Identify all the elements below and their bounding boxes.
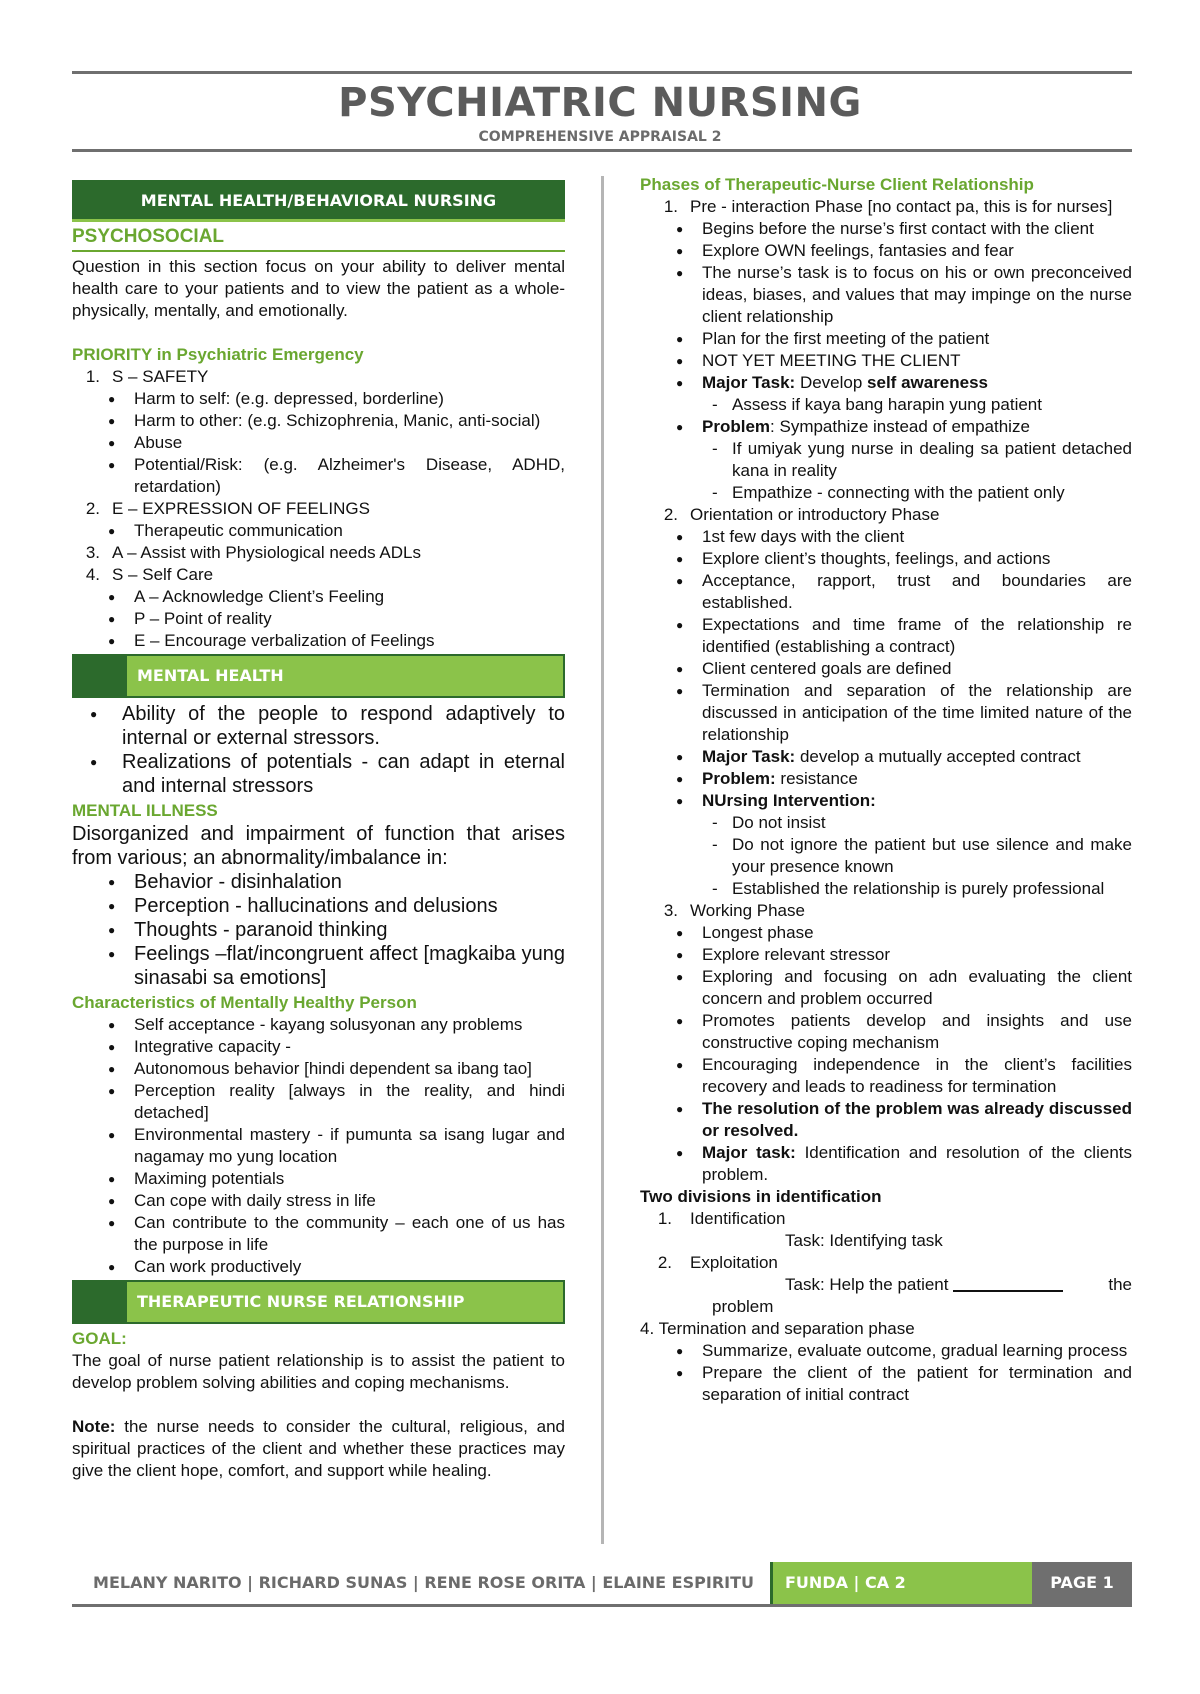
bullet-icon: ●	[676, 948, 684, 962]
list-item	[668, 966, 1132, 1010]
list-item	[72, 1256, 565, 1278]
bullet-icon: ●	[676, 970, 684, 984]
list-item-text: Autonomous behavior [hindi dependent sa ibang tao]	[134, 1059, 532, 1078]
bullet-icon: ●	[90, 755, 98, 769]
bullet-icon: ●	[108, 947, 116, 961]
list-item-text: Do not ignore the patient but use silence and make your presence known	[732, 835, 1132, 876]
priority-item	[72, 564, 565, 586]
header-accent-square	[74, 656, 127, 696]
list-item	[100, 454, 565, 498]
list-item-text: Maximing potentials	[134, 1169, 285, 1188]
section-header-mental-health	[72, 654, 565, 698]
list-item-text: NOT YET MEETING THE CLIENT	[702, 351, 961, 370]
bullet-icon: ●	[676, 1344, 684, 1358]
page-subtitle: COMPREHENSIVE APPRAISAL 2	[478, 129, 722, 145]
phase-3-major-task: ● Major task: Identification and resolution of the clients problem.	[676, 1143, 1132, 1184]
list-item-text: Explore client’s thoughts, feelings, and actions	[702, 549, 1051, 568]
bullet-icon: ●	[676, 530, 684, 544]
note-label: Note:	[72, 1417, 116, 1436]
bullet-icon: ●	[108, 1128, 116, 1142]
list-item	[72, 1080, 565, 1124]
list-item	[72, 942, 565, 990]
list-item-text: Explore OWN feelings, fantasies and fear	[702, 241, 1014, 260]
list-item-text: A – Acknowledge Client’s Feeling	[134, 587, 385, 606]
list-item-text: Ability of the people to respond adaptively to internal or external stressors.	[122, 703, 565, 749]
bullet-icon: ●	[108, 1084, 116, 1098]
list-item-text: Established the relationship is purely professional	[732, 879, 1105, 898]
bullet-icon: ●	[108, 1062, 116, 1076]
bullet-icon: ●	[90, 707, 98, 721]
list-item	[72, 870, 565, 894]
list-item	[668, 1340, 1132, 1362]
list-item	[668, 680, 1132, 746]
bullet-icon: ●	[108, 436, 116, 450]
list-item-text: E – Encourage verbalization of Feelings	[134, 631, 435, 650]
phase-1-bullets	[640, 218, 1132, 372]
list-item-text: If umiyak yung nurse in dealing sa patient detached kana in reality	[732, 439, 1132, 480]
list-item-text: Client centered goals are defined	[702, 659, 952, 678]
bullet-icon: ●	[676, 1058, 684, 1072]
phase-2-problem: ● Problem: resistance	[676, 769, 858, 788]
division-2-task-cont: problem	[712, 1297, 774, 1316]
phase-2-major-task: ● Major Task: develop a mutually accepted contract	[676, 747, 1081, 766]
bullet-icon: ●	[676, 332, 684, 346]
header-top-rule	[72, 71, 1132, 74]
list-item	[668, 658, 1132, 680]
list-item	[668, 1362, 1132, 1406]
bullet-icon: ●	[108, 634, 116, 648]
list-item-text: Thoughts - paranoid thinking	[134, 919, 388, 941]
list-item	[668, 570, 1132, 614]
list-item	[72, 1058, 565, 1080]
priority-item	[72, 498, 565, 520]
list-item-text: Harm to other: (e.g. Schizophrenia, Manic, anti-social)	[134, 411, 541, 430]
section-header-therapeutic-nurse-relationship	[72, 1280, 565, 1324]
list-item-text: Can cope with daily stress in life	[134, 1191, 376, 1210]
bullet-icon: ●	[108, 875, 116, 889]
list-item	[72, 702, 565, 750]
list-item-text: Potential/Risk: (e.g. Alzheimer's Disease, ADHD, retardation)	[134, 455, 565, 496]
list-item	[72, 1190, 565, 1212]
list-item	[100, 410, 565, 432]
list-item	[100, 388, 565, 410]
header-bottom-rule	[72, 149, 1132, 152]
mental-illness-text: Disorganized and impairment of function that arises from various; an abnormality/imbalance in:	[72, 823, 565, 869]
list-item	[100, 608, 565, 630]
list-item-text: Expectations and time frame of the relationship re identified (establishing a contract)	[702, 615, 1132, 656]
bullet-icon: ●	[676, 244, 684, 258]
list-item-text: Therapeutic communication	[134, 521, 343, 540]
list-item	[668, 922, 1132, 944]
footer-rule	[72, 1604, 1132, 1607]
priority-number: 3.	[85, 543, 100, 562]
phase-1-problem-sub	[640, 438, 1132, 504]
priority-sub-list	[72, 520, 565, 542]
list-item	[668, 328, 1132, 350]
list-item-text: Prepare the client of the patient for termination and separation of initial contract	[702, 1363, 1132, 1404]
division-1-task: Task: Identifying task	[785, 1231, 943, 1250]
bullet-icon: ●	[108, 1040, 116, 1054]
list-item-text: Can work productively	[134, 1257, 302, 1276]
bullet-icon: ●	[676, 684, 684, 698]
mental-illness-heading: MENTAL ILLNESS	[72, 801, 218, 820]
phase-3-bullets	[640, 922, 1132, 1098]
left-column	[72, 180, 565, 1482]
bullet-icon: ●	[108, 590, 116, 604]
list-item-text: Behavior - disinhalation	[134, 871, 342, 893]
list-item-text: Empathize - connecting with the patient only	[732, 483, 1065, 502]
list-item	[72, 1036, 565, 1058]
list-item-text: Explore relevant stressor	[702, 945, 891, 964]
list-item-text: Can contribute to the community – each one of us has the purpose in life	[134, 1213, 565, 1254]
list-item	[668, 526, 1132, 548]
priority-item	[72, 542, 565, 564]
list-item	[100, 432, 565, 454]
list-item-text: Perception - hallucinations and delusions	[134, 895, 498, 917]
list-item-text: Acceptance, rapport, trust and boundaries are established.	[702, 571, 1132, 612]
list-item	[668, 262, 1132, 328]
priority-item	[72, 366, 565, 388]
list-item	[72, 1168, 565, 1190]
bullet-icon: ●	[108, 392, 116, 406]
phase-1-major-task: ● Major Task: Develop self awareness	[676, 373, 989, 392]
fill-in-blank	[953, 1274, 1063, 1292]
list-item-text: Do not insist	[732, 813, 826, 832]
list-item-text: Realizations of potentials - can adapt in eternal and internal stressors	[122, 751, 565, 797]
phase-2-intervention: ● NUrsing Intervention:	[676, 791, 876, 810]
section-header-mental-health-behavioral: MENTAL HEALTH/BEHAVIORAL NURSING	[72, 180, 565, 222]
list-item	[668, 240, 1132, 262]
list-item-text: The nurse’s task is to focus on his or own preconceived ideas, biases, and values that may impinge on the nurse client relationship	[702, 263, 1132, 326]
list-item	[100, 630, 565, 652]
priority-text: S – SAFETY	[112, 367, 209, 386]
phase-4-bullets	[640, 1340, 1132, 1406]
bullet-icon: ●	[108, 458, 116, 472]
footer-authors: MELANY NARITO | RICHARD SUNAS | RENE ROSE ORITA | ELAINE ESPIRITU	[93, 1573, 754, 1592]
bullet-icon: ●	[108, 414, 116, 428]
bullet-icon: ●	[676, 1366, 684, 1380]
list-item-text: Longest phase	[702, 923, 814, 942]
note-text: the nurse needs to consider the cultural, religious, and spiritual practices of the client and whether these practices may give the client hope, comfort, and support while healing.	[72, 1417, 565, 1480]
list-item	[668, 548, 1132, 570]
header-accent-square	[74, 1282, 127, 1322]
bullet-icon: ●	[108, 1260, 116, 1274]
header-label: THERAPEUTIC NURSE RELATIONSHIP	[127, 1282, 563, 1322]
bullet-icon: ●	[676, 926, 684, 940]
list-item	[72, 1014, 565, 1036]
bullet-icon: ●	[676, 662, 684, 676]
bullet-icon: ●	[676, 618, 684, 632]
list-item-text: Integrative capacity -	[134, 1037, 291, 1056]
goal-heading: GOAL:	[72, 1329, 127, 1348]
list-item-text: Feelings –flat/incongruent affect [magkaiba yung sinasabi sa emotions]	[134, 943, 565, 989]
priority-list	[72, 366, 565, 652]
list-item-text: Plan for the first meeting of the patient	[702, 329, 990, 348]
list-item	[100, 520, 565, 542]
dash-icon: -	[712, 813, 718, 832]
phase-4: 4. Termination and separation phase	[640, 1319, 915, 1338]
list-item-text: 1st few days with the client	[702, 527, 905, 546]
bullet-icon: ●	[676, 266, 684, 280]
bullet-icon: ●	[676, 574, 684, 588]
priority-sub-list	[72, 586, 565, 652]
mental-health-bullets	[72, 702, 565, 798]
list-item-text: Assess if kaya bang harapin yung patient	[732, 395, 1042, 414]
right-column	[640, 174, 1132, 1406]
bullet-icon: ●	[676, 354, 684, 368]
list-item	[72, 750, 565, 798]
list-item	[668, 218, 1132, 240]
list-item-text: Abuse	[134, 433, 183, 452]
bullet-icon: ●	[108, 612, 116, 626]
bullet-icon: ●	[108, 1216, 116, 1230]
priority-text: A – Assist with Physiological needs ADLs	[112, 543, 421, 562]
list-item-text: Summarize, evaluate outcome, gradual learning process	[702, 1341, 1128, 1360]
goal-text: The goal of nurse patient relationship is to assist the patient to develop problem solving abilities and coping mechanisms.	[72, 1351, 565, 1392]
bullet-icon: ●	[108, 923, 116, 937]
list-item	[702, 482, 1132, 504]
list-item-text: Self acceptance - kayang solusyonan any problems	[134, 1015, 523, 1034]
list-item	[668, 944, 1132, 966]
phases-heading: Phases of Therapeutic-Nurse Client Relationship	[640, 175, 1034, 194]
characteristics-list	[72, 1014, 565, 1278]
psychosocial-heading: PSYCHOSOCIAL	[72, 226, 565, 252]
list-item	[702, 438, 1132, 482]
phase-1-problem: ● Problem: Sympathize instead of empathize	[676, 417, 1030, 436]
priority-heading: PRIORITY in Psychiatric Emergency	[72, 345, 364, 364]
list-item	[72, 1212, 565, 1256]
list-item	[668, 1010, 1132, 1054]
footer-page-number: PAGE 1	[1032, 1562, 1132, 1604]
list-item-text: Begins before the nurse’s first contact with the client	[702, 219, 1094, 238]
division-1: 1. Identification	[657, 1209, 786, 1228]
division-2-task: Task: Help the patient the	[785, 1275, 1132, 1294]
dash-icon: -	[712, 439, 718, 458]
priority-number: 2.	[85, 499, 100, 518]
characteristics-heading: Characteristics of Mentally Healthy Person	[72, 993, 417, 1012]
phase-2-bullets	[640, 526, 1132, 746]
list-item	[668, 350, 1132, 372]
page-title: PSYCHIATRIC NURSING	[338, 80, 862, 126]
dash-icon: -	[712, 483, 718, 502]
list-item	[702, 834, 1132, 878]
list-item	[72, 894, 565, 918]
bullet-icon: ●	[108, 899, 116, 913]
list-item-text: Promotes patients develop and insights and use constructive coping mechanism	[702, 1011, 1132, 1052]
bullet-icon: ●	[676, 552, 684, 566]
phase-3-resolution: ● The resolution of the problem was already discussed or resolved.	[676, 1099, 1132, 1140]
priority-number: 1.	[85, 367, 100, 386]
list-item	[702, 812, 1132, 834]
psychosocial-text: Question in this section focus on your ability to deliver mental health care to your patients and to view the patient as a whole- physically, mentally, and emotionally.	[72, 257, 565, 320]
bullet-icon: ●	[676, 1014, 684, 1028]
bullet-icon: ●	[108, 1194, 116, 1208]
phase-2-intervention-sub	[640, 812, 1132, 900]
list-item-text: Perception reality [always in the reality, and hindi detached]	[134, 1081, 565, 1122]
dash-icon: -	[712, 395, 718, 414]
list-item-text: Environmental mastery - if pumunta sa isang lugar and nagamay mo yung location	[134, 1125, 565, 1166]
list-item	[72, 1124, 565, 1168]
note-paragraph	[72, 1416, 565, 1482]
mental-illness-bullets	[72, 870, 565, 990]
two-divisions-heading: Two divisions in identification	[640, 1187, 882, 1206]
priority-text: S – Self Care	[112, 565, 214, 584]
priority-sub-list	[72, 388, 565, 498]
list-item-text: Exploring and focusing on adn evaluating the client concern and problem occurred	[702, 967, 1132, 1008]
priority-number: 4.	[85, 565, 100, 584]
dash-icon: -	[712, 835, 718, 854]
bullet-icon: ●	[108, 524, 116, 538]
phase-2: 2. Orientation or introductory Phase	[663, 505, 940, 524]
dash-icon: -	[712, 879, 718, 898]
list-item-text: Termination and separation of the relationship are discussed in anticipation of the time limited nature of the relationship	[702, 681, 1132, 744]
bullet-icon: ●	[108, 1018, 116, 1032]
list-item-text: P – Point of reality	[134, 609, 272, 628]
priority-text: E – EXPRESSION OF FEELINGS	[112, 499, 370, 518]
bullet-icon: ●	[108, 1172, 116, 1186]
phase-3: 3. Working Phase	[663, 901, 805, 920]
list-item	[72, 918, 565, 942]
list-item	[702, 878, 1132, 900]
list-item	[668, 1054, 1132, 1098]
footer-course: FUNDA | CA 2	[770, 1562, 1032, 1604]
list-item-text: Harm to self: (e.g. depressed, borderline)	[134, 389, 444, 408]
header-label: MENTAL HEALTH	[127, 656, 563, 696]
division-2: 2. Exploitation	[657, 1253, 778, 1272]
list-item	[668, 614, 1132, 658]
list-item	[702, 394, 1132, 416]
column-divider	[601, 176, 604, 1544]
bullet-icon: ●	[676, 222, 684, 236]
list-item	[100, 586, 565, 608]
phase-1: 1. Pre - interaction Phase [no contact pa, this is for nurses]	[663, 197, 1113, 216]
phase-1-major-sub	[640, 394, 1132, 416]
list-item-text: Encouraging independence in the client’s facilities recovery and leads to readiness for termination	[702, 1055, 1132, 1096]
